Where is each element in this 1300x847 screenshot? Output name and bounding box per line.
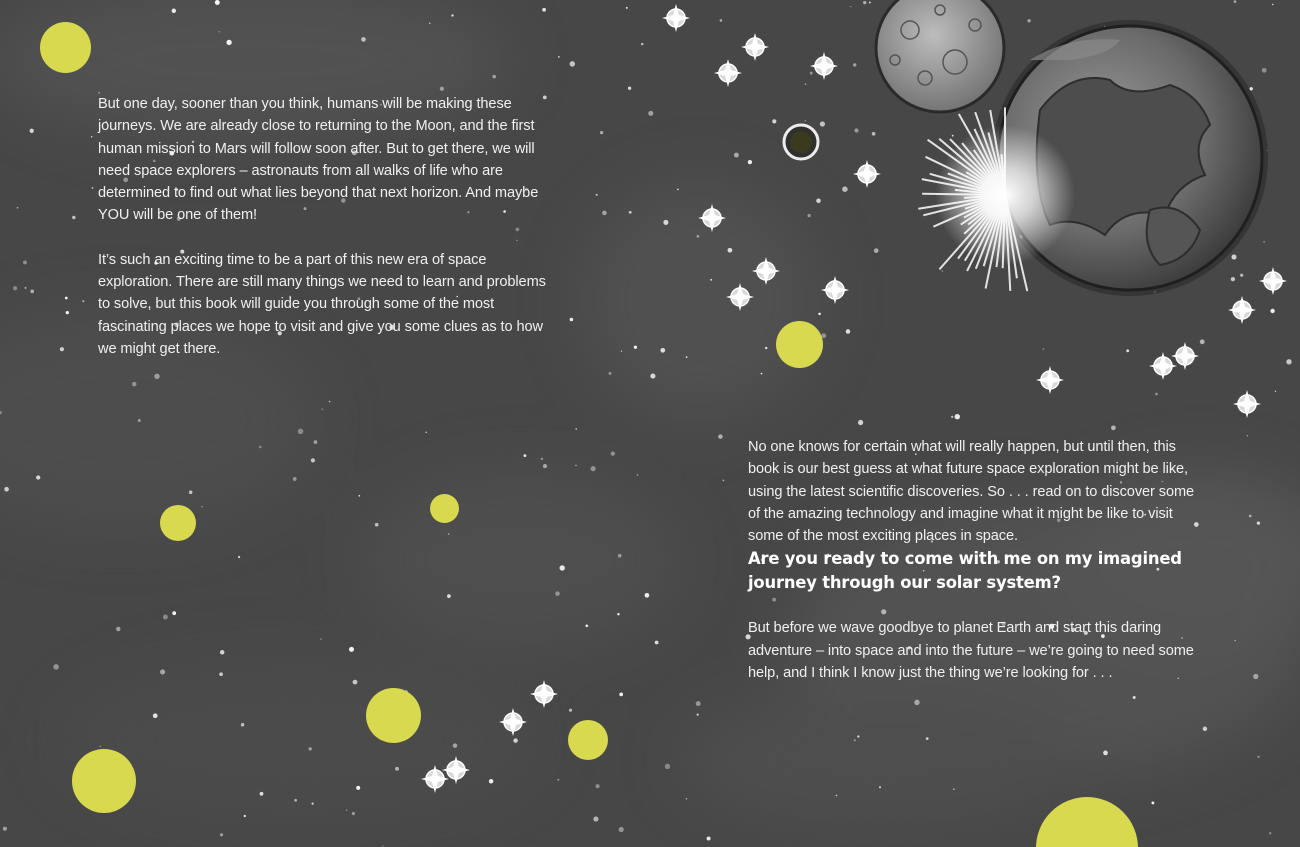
yellow-dot — [366, 688, 421, 743]
yellow-dot — [430, 494, 459, 523]
headline: Are you ready to come with me on my imagined journey through our solar system? — [748, 549, 1182, 593]
paragraph: But one day, sooner than you think, humans will be making these journeys. We are already close to returning to the Moon, and the first human mission to Mars will follow soon after. But to get there, we will need space explorers – astronauts from all walks of life who are determined to find out what lies beyond that next horizon. And maybe YOU will be one of them! — [98, 96, 539, 224]
yellow-dot — [568, 720, 608, 760]
paragraph: It’s such an exciting time to be a part of this new era of space exploration. There are still many things we need to learn and problems to solve, but this book will guide you through some of the most fascinating places we hope to visit and give you some clues as to how we might get there. — [98, 251, 546, 357]
left-page-text — [98, 93, 550, 382]
moon-icon — [876, 0, 1004, 112]
yellow-dot — [72, 749, 136, 813]
paragraph: But before we wave goodbye to planet Earth and start this daring adventure – into space and into the future – we’re going to need some help, and I think I know just the thing we’re looking for . . . — [748, 620, 1194, 682]
paragraph: No one knows for certain what will really happen, but until then, this book is our best guess at what future space exploration might be like, using the latest scientific discoveries. So . . . read on to discover some of the amazing technology and imagine what it might be like to visit some of the most exciting places in space. — [748, 439, 1195, 545]
right-page-text — [748, 436, 1208, 706]
flare-ray — [922, 194, 1005, 195]
yellow-dot — [40, 22, 91, 73]
small-dark-planet-icon — [784, 125, 818, 159]
yellow-dot — [776, 321, 823, 368]
yellow-dot — [160, 505, 196, 541]
